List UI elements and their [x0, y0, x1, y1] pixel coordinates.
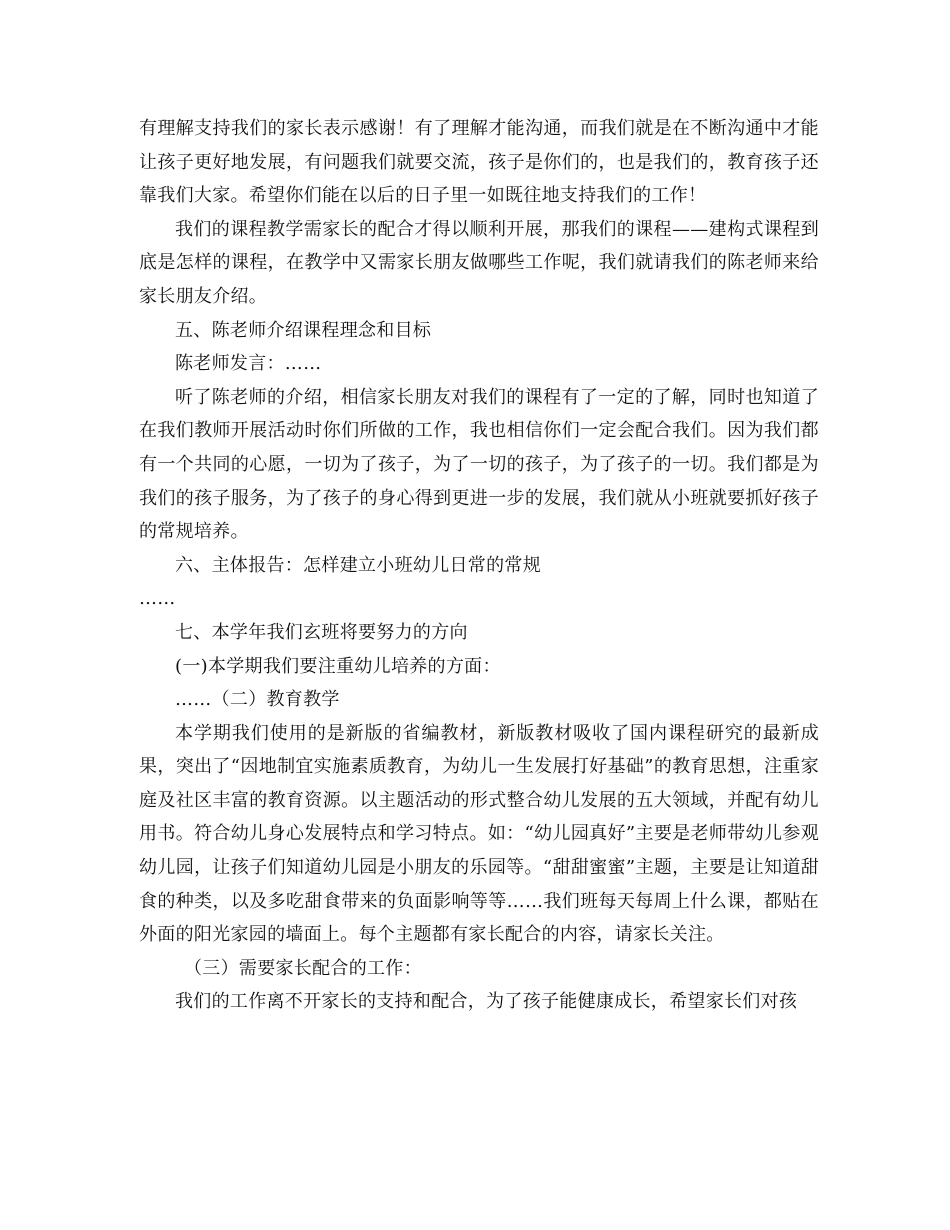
paragraph-teaching-materials: 本学期我们使用的是新版的省编教材，新版教材吸收了国内课程研究的最新成果，突出了“因地制宜实施素质教育，为幼儿一生发展打好基础”的教育思想，注重家庭及社区丰富的教育资源。以主题活动的形式整合幼儿发展的五大领域，并配有幼儿用书。符合幼儿身心发展特点和学习特点。如：“幼儿园真好”主要是老师带幼儿参观幼儿园，让孩子们知道幼儿园是小朋友的乐园等。“甜甜蜜蜜”主题，主要是让知道甜食的种类，以及多吃甜食带来的负面影响等等……我们班每天每周上什么课，都贴在外面的阳光家园的墙面上。每个主题都有家长配合的内容，请家长关注。	[139, 722, 819, 946]
section-heading-5: 五、陈老师介绍课程理念和目标	[175, 319, 432, 341]
document-body	[139, 112, 819, 1019]
subsection-heading-1: (一)本学期我们要注重幼儿培养的方面：	[175, 655, 501, 677]
paragraph-ellipsis: ……	[139, 588, 176, 610]
section-heading-7: 七、本学年我们玄班将要努力的方向	[175, 621, 468, 643]
paragraph-course-intro: 我们的课程教学需家长的配合才得以顺利开展，那我们的课程——建构式课程到底是怎样的课程，在教学中又需家长朋友做哪些工作呢，我们就请我们的陈老师来给家长朋友介绍。	[139, 218, 819, 307]
paragraph-thanks: 有理解支持我们的家长表示感谢！有了理解才能沟通，而我们就是在不断沟通中才能让孩子更好地发展，有问题我们就要交流，孩子是你们的，也是我们的，教育孩子还靠我们大家。希望你们能在以后的日子里一如既往地支持我们的工作！	[139, 118, 819, 207]
subsection-heading-3: （三）需要家长配合的工作：	[184, 957, 422, 979]
paragraph-parent-cooperation: 我们的工作离不开家长的支持和配合，为了孩子能健康成长，希望家长们对孩	[175, 991, 798, 1013]
subsection-heading-2: ……（二）教育教学	[175, 689, 340, 711]
paragraph-teacher-speech: 陈老师发言：……	[175, 353, 322, 375]
paragraph-after-introduction: 听了陈老师的介绍，相信家长朋友对我们的课程有了一定的了解，同时也知道了在我们教师开展活动时你们所做的工作，我也相信你们一定会配合我们。因为我们都有一个共同的心愿，一切为了孩子，为了一切的孩子，为了孩子的一切。我们都是为我们的孩子服务，为了孩子的身心得到更进一步的发展，我们就从小班就要抓好孩子的常规培养。	[139, 386, 819, 543]
section-heading-6: 六、主体报告：怎样建立小班幼儿日常的常规	[175, 554, 541, 576]
